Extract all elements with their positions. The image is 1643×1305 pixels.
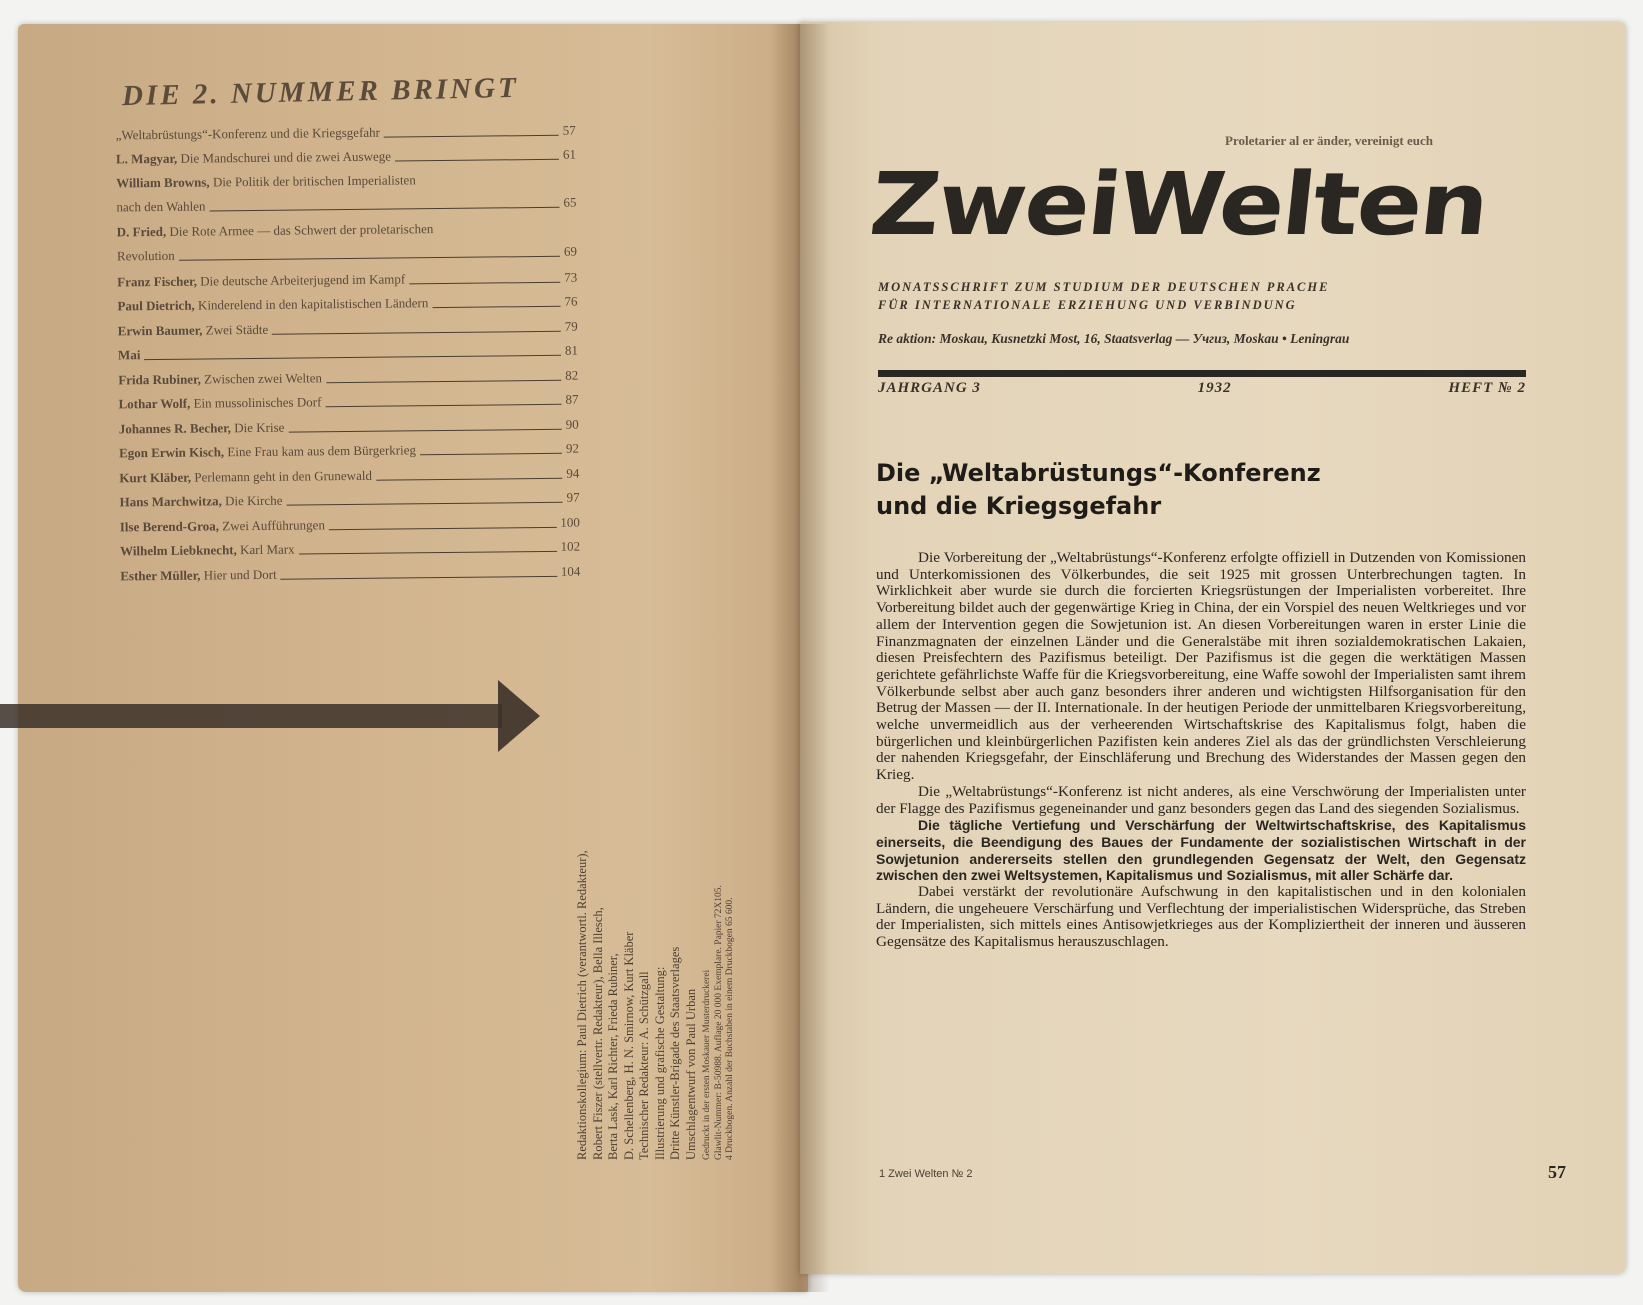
- toc-title: Die Krise: [234, 419, 285, 435]
- toc-text: [119, 438, 416, 465]
- colophon-line: D. Schellenberg, H. N. Smirnow, Kurt Kläber: [621, 931, 636, 1160]
- masthead-rule: [878, 370, 1526, 377]
- toc-leader-line: [326, 379, 561, 382]
- masthead-logo: ZweiWelten: [865, 154, 1493, 255]
- toc-text: [117, 291, 428, 318]
- toc-entry: [116, 167, 576, 221]
- toc-title: Ein mussolinisches Dorf: [193, 394, 322, 411]
- toc-title: Die Kirche: [225, 492, 283, 509]
- toc-author: Lothar Wolf,: [118, 395, 191, 412]
- toc-title-continued: Revolution: [116, 247, 175, 264]
- toc-title: Eine Frau kam aus dem Bürgerkrieg: [227, 442, 417, 460]
- toc-page: 73: [564, 269, 578, 285]
- toc-author: Esther Müller,: [120, 567, 201, 583]
- printing-note-line: 4 Druckbogen. Anzahl der Buchstaben in einem Druckbogen 65 600.: [725, 897, 735, 1160]
- toc-title: Die Rote Armee — das Schwert der proletarischen: [169, 221, 434, 239]
- toc-page: 100: [560, 514, 580, 530]
- footer-signature: 1 Zwei Welten № 2: [879, 1168, 973, 1180]
- toc-title: Zwei Aufführungen: [222, 516, 325, 533]
- toc-text: [119, 489, 282, 515]
- issue-label: HEFT № 2: [1448, 380, 1526, 396]
- toc-page: 79: [564, 318, 578, 334]
- toc-leader-line: [287, 502, 563, 506]
- year-label: 1932: [1197, 380, 1232, 396]
- toc-title: Zwei Städte: [205, 321, 269, 337]
- toc-text: [120, 513, 325, 539]
- toc-page: 81: [564, 342, 579, 358]
- article-title: [876, 457, 1476, 523]
- toc-title: Die Politik der britischen Imperialisten: [212, 172, 416, 190]
- toc-author: Ilse Berend-Groa,: [119, 517, 220, 534]
- colophon-line: Redaktionskollegium: Paul Dietrich (verantwortl. Redakteur),: [575, 850, 589, 1160]
- toc-author: Paul Dietrich,: [117, 297, 195, 314]
- toc-leader-line: [420, 453, 562, 455]
- toc-author: William Browns,: [116, 174, 210, 191]
- toc-text: [118, 390, 321, 416]
- toc-leader-line: [395, 159, 559, 162]
- toc-text: [120, 562, 277, 588]
- toc-text: [118, 366, 322, 392]
- volume-label: JAHRGANG 3: [878, 380, 981, 396]
- toc-author: Hans Marchwitza,: [119, 493, 222, 510]
- toc-title: Kinderelend in den kapitalistischen Ländern: [197, 295, 429, 313]
- toc-author: Mai: [117, 347, 141, 363]
- toc-title: Zwischen zwei Welten: [204, 369, 323, 387]
- toc-title: Die Mandschurei und die zwei Auswege: [180, 148, 392, 166]
- toc-leader-line: [432, 306, 560, 308]
- toc-page: 90: [565, 416, 579, 432]
- toc-page: 76: [564, 293, 578, 309]
- toc-text: [119, 463, 372, 490]
- magazine-subtitle: [878, 278, 1528, 314]
- toc-title: Karl Marx: [240, 541, 295, 558]
- toc-text: [116, 120, 381, 147]
- table-of-contents: [116, 118, 581, 588]
- arrow-icon: [0, 676, 570, 756]
- toc-page: 104: [560, 563, 581, 579]
- toc-author: D. Fried,: [116, 223, 167, 240]
- toc-author: Kurt Kläber,: [119, 469, 192, 485]
- toc-page: 94: [566, 465, 580, 481]
- toc-leader-line: [281, 575, 557, 579]
- toc-title: „Weltabrüstungs“-Konferenz und die Kriegsgefahr: [115, 124, 381, 142]
- toc-page: 97: [566, 489, 580, 505]
- page-number: 57: [1548, 1162, 1566, 1182]
- toc-author: Johannes R. Becher,: [118, 419, 232, 436]
- article-body: [876, 550, 1526, 951]
- paragraph: Die Vorbereitung der „Weltabrüstungs“-Konferenz erfolgte offiziell in Dutzenden von Komissionen und Unterkomissionen des Völkerbundes, die seit 1925 mit grossen Unterbrechungen tagten. In Wirklichkeit aber wurde sie durch die forcierten Kriegsrüstungen der Imperialisten vorbereitet. Ihre Vorbereitung bildet auch der gegenwärtige Krieg in China, der ein Vorspiel des neuen Weltkrieges und vor allem der Intervention gegen die Sowjetunion ist. An diesen Vorbereitungen waren in erster Linie die Finanzmagnaten der einzelnen Länder und die Generalstäbe mit ihren sozialdemokratischen Lakaien, diesen Preisfechtern des Pazifismus beteiligt. Der Pazifismus ist die gegen die werktätigen Massen gerichtete gefährlichste Waffe für die Kriegsvorbereitung, eine Waffe sowohl der Imperialisten samt ihrem Völkerbunde selbst aber auch ganz besonders ihrer anderen und wichtigsten Hilfsorganisation für den Betrug der Massen — der II. Internationale. In der heutigen Periode der unmittelbaren Kriegsvorbereitung, welche unvermeidlich aus der verheerenden Wirtschaftskrise des Kapitalismus folgt, haben die bürgerlichen und kleinbürgerlichen Pazifisten kein anderes Ziel als das der gründlichsten Verschleierung der nahenden Kriegsgefahr, der Einschläferung und Brechung des Widerstandes der Massen gegen den Krieg.: [876, 549, 1526, 784]
- colophon-line: Berta Lask, Karl Richter, Frieda Rubiner,: [606, 953, 620, 1160]
- motto: Proletarier al er änder, vereinigt euch: [1225, 133, 1433, 148]
- toc-author: Frida Rubiner,: [118, 371, 201, 387]
- article-title-line: und die Kriegsgefahr: [876, 492, 1162, 520]
- paragraph: Dabei verstärkt der revolutionäre Aufschwung in den kapitalistischen und in den kolonialen Ländern, die ungeheuere Verschärfung und Verflechtung der imperialistischen Widersprüche, das Streben der Imperialisten, sich mittels eines Antisowjetkrieges aus der Kompliziertheit der inneren und äusseren Gegensätze des Kapitalismus herauszuschlagen.: [876, 883, 1526, 951]
- toc-entry-line: [117, 240, 577, 269]
- toc-leader-line: [299, 551, 557, 555]
- toc-leader-line: [288, 428, 561, 432]
- toc-leader-line: [384, 134, 559, 137]
- toc-leader-line: [179, 256, 560, 261]
- toc-leader-line: [376, 477, 562, 480]
- toc-page: 69: [563, 243, 578, 259]
- toc-title: Perlemann geht in den Grunewald: [194, 467, 372, 485]
- toc-title-continued: nach den Wahlen: [116, 198, 206, 215]
- toc-author: Franz Fischer,: [117, 273, 197, 289]
- toc-title: Hier und Dort: [203, 566, 277, 583]
- toc-text: [120, 538, 295, 564]
- subtitle-line: MONATSSCHRIFT ZUM STUDIUM DER DEUTSCHEN PRACHE: [878, 280, 1330, 294]
- toc-text: [116, 145, 391, 172]
- toc-author: Wilhelm Liebknecht,: [119, 542, 237, 559]
- colophon-line: Robert Fiszer (stellvertr. Redakteur), Bella Illesch,: [590, 907, 605, 1160]
- toc-text: [118, 343, 141, 367]
- toc-page: 102: [560, 538, 581, 554]
- toc-heading: DIE 2. NUMMER BRINGT: [121, 71, 520, 113]
- toc-leader-line: [209, 207, 559, 212]
- toc-author: L. Magyar,: [115, 150, 178, 167]
- toc-page: 65: [563, 194, 577, 210]
- paragraph: Die „Weltabrüstungs“-Konferenz ist nicht anderes, als eine Verschwörung der Imperialisten unter der Flagge des Pazifismus gegeneinander und ganz besonders gegen das Land des siegenden Sozialismus.: [876, 782, 1526, 817]
- issue-info: [878, 380, 1526, 397]
- colophon-line: Technischer Redakteur: A. Schützgall: [637, 971, 651, 1160]
- colophon-line: Illustrierung und grafische Gestaltung:: [652, 966, 667, 1160]
- article-title-line: Die „Weltabrüstungs“-Konferenz: [876, 459, 1321, 487]
- colophon-line: Umschlagentwurf von Paul Urban: [683, 988, 698, 1160]
- colophon: [575, 800, 737, 1160]
- toc-leader-line: [325, 404, 561, 407]
- toc-text: [119, 415, 285, 441]
- printing-note-line: Gedruckt in der ersten Moskauer Musterdruckerei: [702, 969, 712, 1160]
- toc-page: 82: [565, 367, 579, 383]
- printing-note: [702, 800, 737, 1160]
- toc-leader-line: [272, 330, 561, 334]
- paragraph-bold: Die tägliche Vertiefung und Verschärfung der Weltwirtschaftskrise, des Kapitalismus einerseits, die Beendigung des Baues der Fundamente der sozialistischen Wirtschaft in der Sowjetunion andererseits stellen den grundlegenden Gegensatz der Welt, den Gegensatz zwischen den zwei Weltsystemen, Kapitalismus und Sozialismus, mit aller Schärfe dar.: [876, 817, 1526, 884]
- toc-page: 57: [562, 122, 576, 138]
- printing-note-line: Glawlit-Nummer: B-50988. Auflage 20 000 Exemplare. Papier 72X105.: [713, 885, 724, 1160]
- toc-text: [118, 317, 269, 343]
- toc-page: 92: [565, 440, 580, 456]
- arrow-graphic: [0, 676, 570, 756]
- toc-entry-line: [116, 191, 576, 220]
- toc-leader-line: [329, 526, 556, 529]
- toc-title: Die deutsche Arbeiterjugend im Kampf: [200, 270, 406, 289]
- toc-author: Egon Erwin Kisch,: [118, 444, 225, 461]
- toc-leader-line: [144, 355, 561, 360]
- editorial-address: Re aktion: Moskau, Kusnetzki Most, 16, Staatsverlag — Учгиз, Moskau • Leningrau: [878, 331, 1350, 346]
- toc-page: 61: [562, 146, 577, 162]
- colophon-line: Dritte Künstler-Brigade des Staatsverlages: [668, 946, 682, 1160]
- toc-entry: [120, 559, 580, 588]
- toc-entry: [117, 216, 577, 270]
- toc-leader-line: [409, 281, 560, 284]
- subtitle-line: FÜR INTERNATIONALE ERZIEHUNG UND VERBINDUNG: [878, 298, 1297, 312]
- toc-author: Erwin Baumer,: [117, 322, 203, 338]
- toc-text: [117, 267, 405, 294]
- toc-page: 87: [565, 391, 579, 407]
